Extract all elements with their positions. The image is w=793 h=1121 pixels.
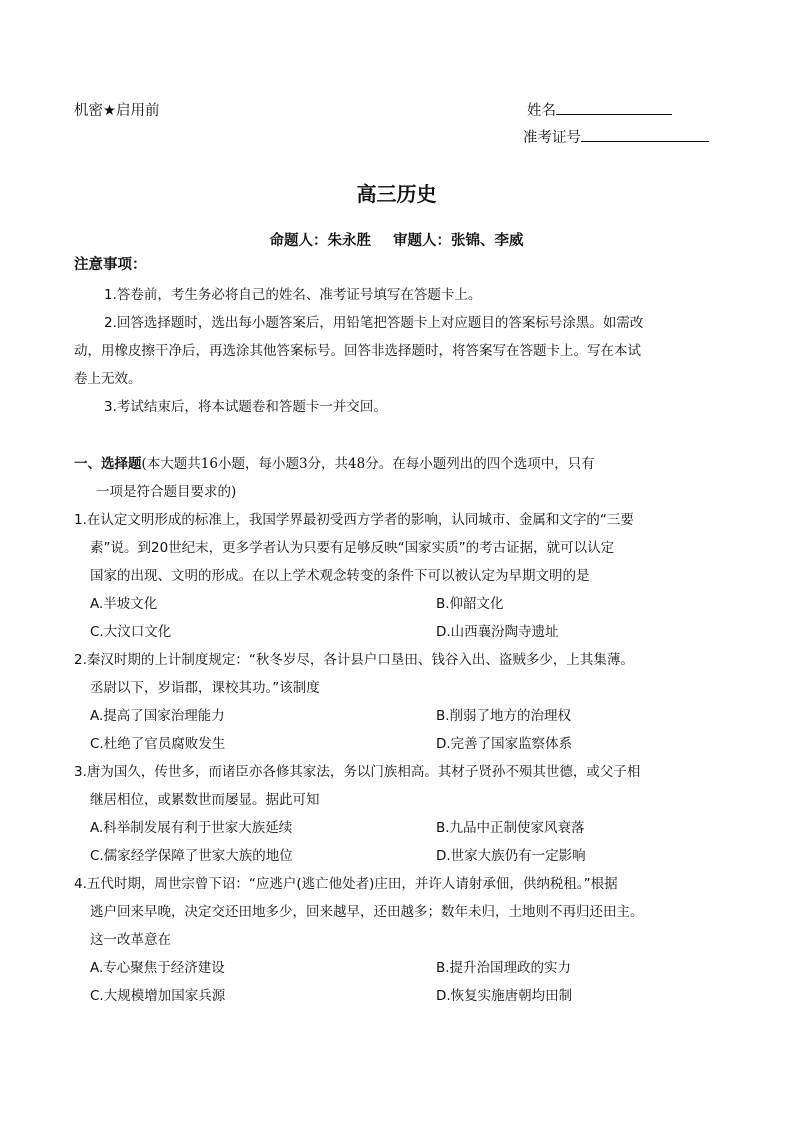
question-1-line: 素”说。到20世纪末，更多学者认为只要有足够反映“国家实质”的考古证据，就可以认定 [90, 540, 615, 556]
question-2-option-a: A.提高了国家治理能力 [90, 708, 225, 724]
note-item: 2.回答选择题时，选出每小题答案后，用铅笔把答题卡上对应题目的答案标号涂黑。如需改 [104, 315, 644, 331]
note-item: 动，用橡皮擦干净后，再选涂其他答案标号。回答非选择题时，将答案写在答题卡上。写在本试 [74, 343, 641, 359]
question-1-option-d: D.山西襄汾陶寺遗址 [436, 624, 559, 640]
question-3-option-c: C.儒家经学保障了世家大族的地位 [90, 848, 293, 864]
exam-number-blank [581, 126, 709, 142]
question-2-option-c: C.杜绝了官员腐败发生 [90, 736, 226, 752]
notes-heading: 注意事项： [74, 257, 147, 273]
reviewer-name: 审题人：张锦、李威 [393, 233, 524, 249]
confidential-mark: 机密★启用前 [74, 103, 160, 119]
note-item: 1.答卷前，考生务必将自己的姓名、准考证号填写在答题卡上。 [104, 287, 482, 303]
question-4-line: 这一改革意在 [90, 932, 171, 948]
question-1-line: 1.在认定文明形成的标准上，我国学界最初受西方学者的影响，认同城市、金属和文字的“三要 [74, 512, 634, 528]
question-4-option-b: B.提升治国理政的实力 [436, 960, 572, 976]
question-3-line: 3.唐为国久，传世多，而诸臣亦各修其家法，务以门族相高。其材子贤孙不殒其世德，或父子相 [74, 764, 641, 780]
section-title: 一、选择题 [74, 456, 142, 472]
question-4-line: 4.五代时期，周世宗曾下诏：“应逃户(逃亡他处者)庄田，并许人请射承佃，供纳税租。”根据 [74, 876, 618, 892]
section-heading [74, 452, 595, 472]
authors-line [0, 229, 793, 250]
question-3-option-a: A.科举制发展有利于世家大族延续 [90, 820, 293, 836]
question-1-line: 国家的出现、文明的形成。在以上学术观念转变的条件下可以被认定为早期文明的是 [90, 568, 590, 584]
question-4-line: 逃户回来早晚，决定交还田地多少，回来越早，还田越多；数年未归，土地则不再归还田主。 [90, 904, 644, 920]
question-4-option-d: D.恢复实施唐朝均田制 [436, 988, 573, 1004]
exam-number-label: 准考证号 [523, 130, 581, 146]
exam-number-field [523, 126, 709, 147]
name-field [527, 99, 672, 120]
question-4-option-c: C.大规模增加国家兵源 [90, 988, 226, 1004]
question-2-line: 丞尉以下，岁诣郡，课校其功。”该制度 [90, 680, 320, 696]
question-2-option-d: D.完善了国家监察体系 [436, 736, 573, 752]
question-1-option-c: C.大汶口文化 [90, 624, 172, 640]
question-3-option-b: B.九品中正制使家风衰落 [436, 820, 585, 836]
note-item: 卷上无效。 [74, 371, 142, 387]
question-3-option-d: D.世家大族仍有一定影响 [436, 848, 586, 864]
section-note-continued: 一项是符合题目要求的) [96, 484, 237, 500]
note-item: 3.考试结束后，将本试题卷和答题卡一并交回。 [104, 399, 387, 415]
question-3-line: 继居相位，或累数世而屡显。据此可知 [90, 792, 320, 808]
question-2-option-b: B.削弱了地方的治理权 [436, 708, 572, 724]
section-note: (本大题共16小题，每小题3分，共48分。在每小题列出的四个选项中，只有 [141, 456, 595, 472]
name-label: 姓名 [527, 103, 556, 119]
question-2-line: 2.秦汉时期的上计制度规定：“秋冬岁尽，各计县户口垦田、钱谷入出、盗贼多少，上其集薄。 [74, 652, 634, 668]
setter-name: 命题人：朱永胜 [269, 233, 371, 249]
page-title: 高三历史 [356, 182, 437, 206]
question-4-option-a: A.专心聚焦于经济建设 [90, 960, 225, 976]
question-1-option-b: B.仰韶文化 [436, 596, 504, 612]
name-blank [556, 99, 672, 115]
question-1-option-a: A.半坡文化 [90, 596, 158, 612]
